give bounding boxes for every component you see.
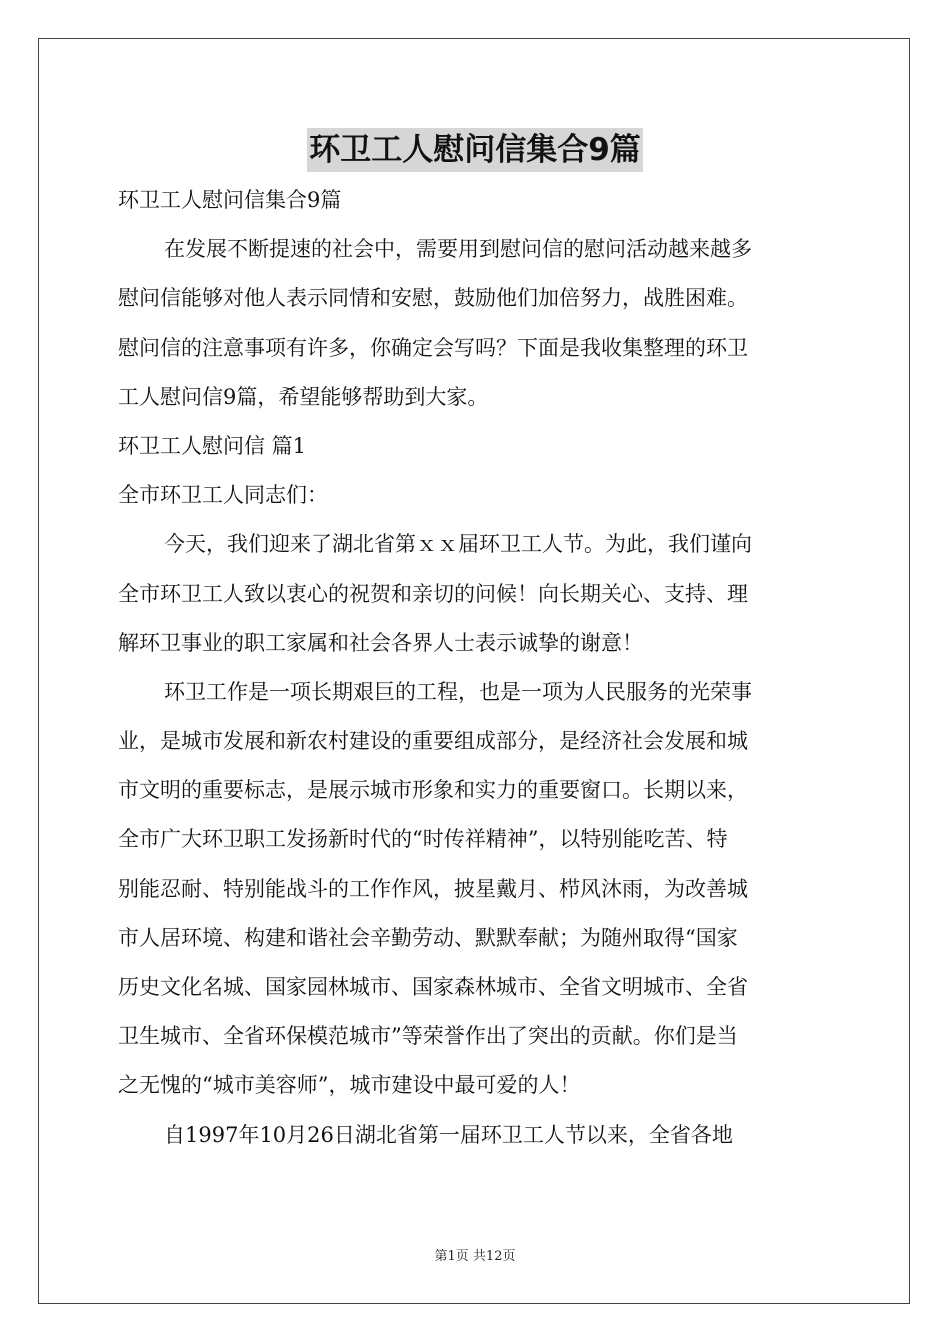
paragraph-line: 解环卫事业的职工家属和社会各界人士表示诚挚的谢意！ <box>118 630 643 655</box>
paragraph-line: 全市环卫工人致以衷心的祝贺和亲切的问候！向长期关心、支持、理 <box>118 581 748 606</box>
paragraph-line: 工人慰问信9篇，希望能够帮助到大家。 <box>118 384 489 409</box>
paragraph-line: 全市广大环卫职工发扬新时代的“时传祥精神”，以特别能吃苦、特 <box>118 827 728 852</box>
document-body <box>118 179 834 1163</box>
subtitle-line: 环卫工人慰问信集合9篇 <box>118 188 342 212</box>
document-title: 环卫工人慰问信集合9篇 <box>307 128 643 172</box>
paragraph-line: 市人居环境、构建和谐社会辛勤劳动、默默奉献；为随州取得“国家 <box>118 925 738 950</box>
paragraph-line: 业，是城市发展和新农村建设的重要组成部分，是经济社会发展和城 <box>118 729 748 754</box>
paragraph-line: 自1997年10月26日湖北省第一届环卫工人节以来，全省各地 <box>164 1122 733 1147</box>
paragraph-line: 历史文化名城、国家园林城市、国家森林城市、全省文明城市、全省 <box>118 975 748 999</box>
paragraph-line: 慰问信能够对他人表示同情和安慰，鼓励他们加倍努力，战胜困难。 <box>118 286 748 311</box>
paragraph-line: 慰问信的注意事项有许多，你确定会写吗？下面是我收集整理的环卫 <box>118 335 748 360</box>
paragraph-line: 市文明的重要标志，是展示城市形象和实力的重要窗口。长期以来， <box>118 778 748 803</box>
paragraph-line: 别能忍耐、特别能战斗的工作作风，披星戴月、栉风沐雨，为改善城 <box>118 876 748 901</box>
paragraph-line: 今天，我们迎来了湖北省第ｘｘ届环卫工人节。为此，我们谨向 <box>164 532 752 557</box>
paragraph-line: 环卫工作是一项长期艰巨的工程，也是一项为人民服务的光荣事 <box>164 679 752 704</box>
page-number-footer: 第1页 共12页 <box>434 1249 516 1264</box>
paragraph-line: 在发展不断提速的社会中，需要用到慰问信的慰问活动越来越多 <box>164 237 752 262</box>
paragraph-line: 卫生城市、全省环保模范城市”等荣誉作出了突出的贡献。你们是当 <box>118 1024 738 1049</box>
title-container <box>0 128 950 172</box>
paragraph-line: 之无愧的“城市美容师”，城市建设中最可爱的人！ <box>118 1073 581 1098</box>
salutation-line: 全市环卫工人同志们： <box>118 483 328 508</box>
section-heading: 环卫工人慰问信 篇1 <box>118 433 307 458</box>
